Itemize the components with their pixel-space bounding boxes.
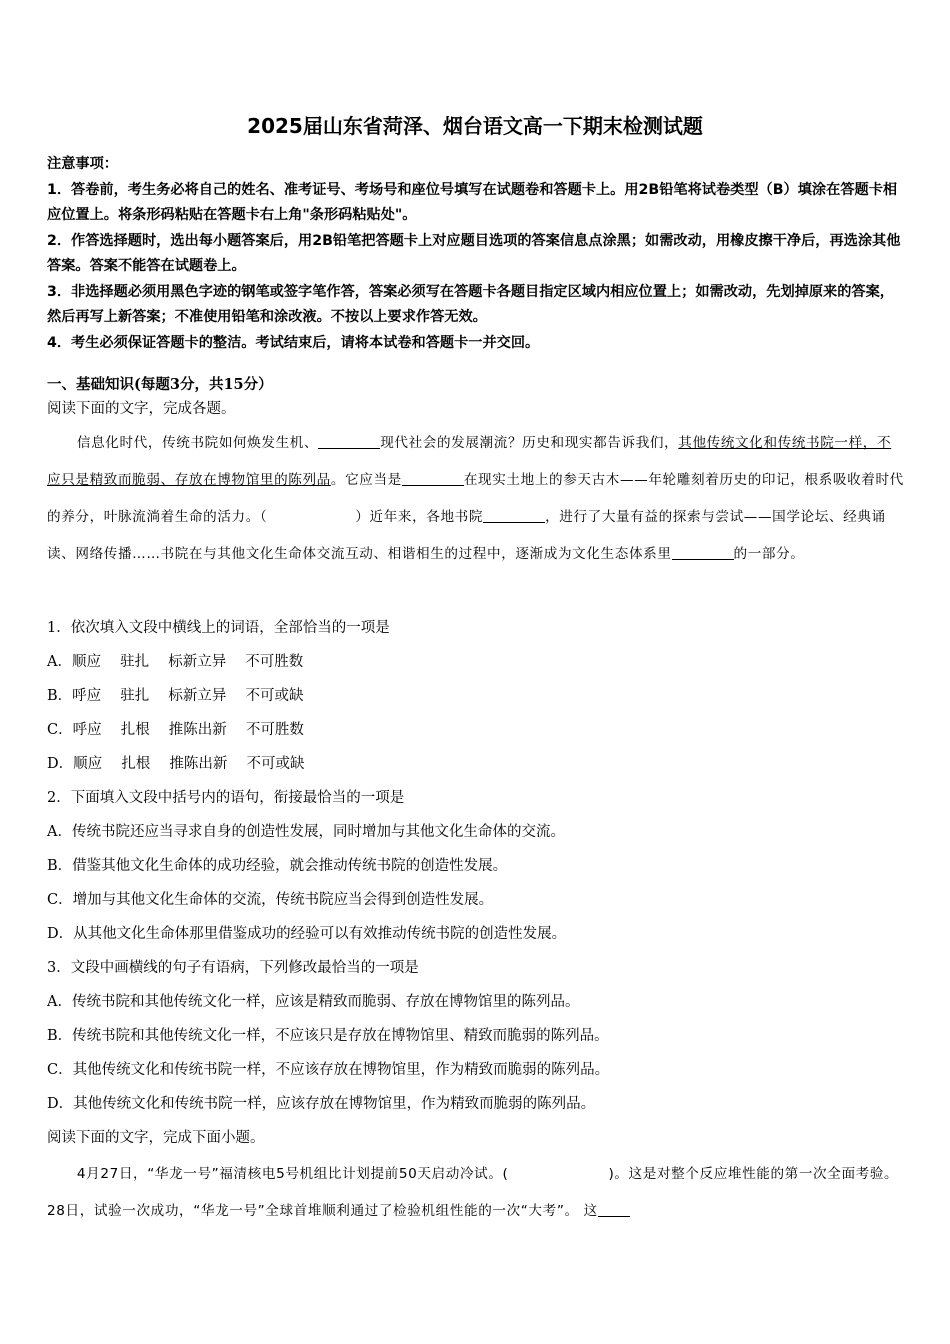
passage-text: 。它应当是 bbox=[330, 472, 402, 488]
fill-blank bbox=[672, 545, 734, 560]
passage-text: )。这是对整个反应堆性能的第一次全面考验。28日，试验一次成功，“华龙一号”全球首堆顺利通过了检验机组性能的一次“大考”。 这 bbox=[47, 1166, 899, 1219]
question-stem: 2．下面填入文段中括号内的语句，衔接最恰当的一项是 bbox=[47, 790, 405, 806]
option-d[interactable]: D．从其他文化生命体那里借鉴成功的经验可以有效推动传统书院的创造性发展。 bbox=[47, 926, 567, 942]
question-stem: 3．文段中画横线的句子有语病，下列修改最恰当的一项是 bbox=[47, 960, 419, 976]
passage-text: 的一部分。 bbox=[733, 546, 805, 562]
passage-text: 现代社会的发展潮流？历史和现实都告诉我们， bbox=[380, 435, 679, 451]
fill-blank bbox=[402, 471, 464, 486]
notice-block bbox=[47, 152, 905, 356]
fill-blank bbox=[318, 434, 380, 449]
option-d[interactable]: D．其他传统文化和传统书院一样，应该存放在博物馆里，作为精致而脆弱的陈列品。 bbox=[47, 1096, 596, 1112]
option-b[interactable]: B．呼应 驻扎 标新立异 不可或缺 bbox=[47, 688, 304, 704]
option-c[interactable]: C．增加与其他文化生命体的交流，传统书院应当会得到创造性发展。 bbox=[47, 892, 494, 908]
reading-instruction: 阅读下面的文字，完成下面小题。 bbox=[47, 1130, 265, 1146]
reading-passage-2 bbox=[47, 1156, 905, 1230]
option-b[interactable]: B．借鉴其他文化生命体的成功经验，就会推动传统书院的创造性发展。 bbox=[47, 858, 508, 874]
option-c[interactable]: C．呼应 扎根 推陈出新 不可胜数 bbox=[47, 722, 304, 738]
section-heading: 一、基础知识(每题3分，共15分） bbox=[47, 376, 273, 393]
option-a[interactable]: A．顺应 驻扎 标新立异 不可胜数 bbox=[47, 654, 304, 670]
option-a[interactable]: A．传统书院还应当寻求自身的创造性发展，同时增加与其他文化生命体的交流。 bbox=[47, 824, 565, 840]
notice-item: 1．答卷前，考生务必将自己的姓名、准考证号、考场号和座位号填写在试题卷和答题卡上。用2B铅笔将试卷类型（B）填涂在答题卡相应位置上。将条形码粘贴在答题卡右上角"条形码粘贴处"。 bbox=[47, 181, 898, 223]
fill-blank bbox=[483, 508, 545, 523]
underlined-sentence: 其他传统文化和传统书院一样，不应只是精致而脆弱、存放在博物馆里的陈列品 bbox=[47, 435, 892, 488]
fill-blank bbox=[598, 1202, 630, 1217]
passage-text: 信息化时代，传统书院如何焕发生机、 bbox=[76, 435, 319, 451]
passage-text: ）近年来，各地书院 bbox=[355, 509, 484, 525]
passage-text: 4月27日，“华龙一号”福清核电5号机组比计划提前50天启动冷试。( bbox=[76, 1166, 509, 1182]
notice-item: 3．非选择题必须用黑色字迹的钢笔或签字笔作答，答案必须写在答题卡各题目指定区域内相应位置上；如需改动，先划掉原来的答案，然后再写上新答案；不准使用铅笔和涂改液。不按以上要求作答无效。 bbox=[47, 283, 894, 325]
page-title: 2025届山东省菏泽、烟台语文高一下期末检测试题 bbox=[247, 114, 703, 138]
reading-passage bbox=[47, 425, 905, 573]
option-c[interactable]: C．其他传统文化和传统书院一样，不应该存放在博物馆里，作为精致而脆弱的陈列品。 bbox=[47, 1062, 610, 1078]
passage-text: ，进行了大量有益的探索与尝试——国学论坛、经典诵读、网络传播……书院在与其他文化生命体交流互动、相谐相生的过程中，逐渐成为文化生态体系里 bbox=[47, 509, 886, 562]
notice-heading: 注意事项： bbox=[47, 156, 118, 172]
option-a[interactable]: A．传统书院和其他传统文化一样，应该是精致而脆弱、存放在博物馆里的陈列品。 bbox=[47, 994, 580, 1010]
notice-item: 4．考生必须保证答题卡的整洁。考试结束后，请将本试卷和答题卡一并交回。 bbox=[47, 334, 540, 351]
option-d[interactable]: D．顺应 扎根 推陈出新 不可或缺 bbox=[47, 756, 305, 772]
question-stem: 1．依次填入文段中横线上的词语，全部恰当的一项是 bbox=[47, 620, 390, 636]
passage-text: 在现实土地上的参天古木——年轮雕刻着历史的印记，根系吸收着时代的养分，叶脉流淌着生命的活力。（ bbox=[47, 472, 904, 525]
option-b[interactable]: B．传统书院和其他传统文化一样，不应该只是存放在博物馆里、精致而脆弱的陈列品。 bbox=[47, 1028, 609, 1044]
notice-item: 2．作答选择题时，选出每小题答案后，用2B铅笔把答题卡上对应题目选项的答案信息点涂黑；如需改动，用橡皮擦干净后，再选涂其他答案。答案不能答在试题卷上。 bbox=[47, 232, 901, 274]
reading-instruction: 阅读下面的文字，完成各题。 bbox=[47, 401, 236, 417]
